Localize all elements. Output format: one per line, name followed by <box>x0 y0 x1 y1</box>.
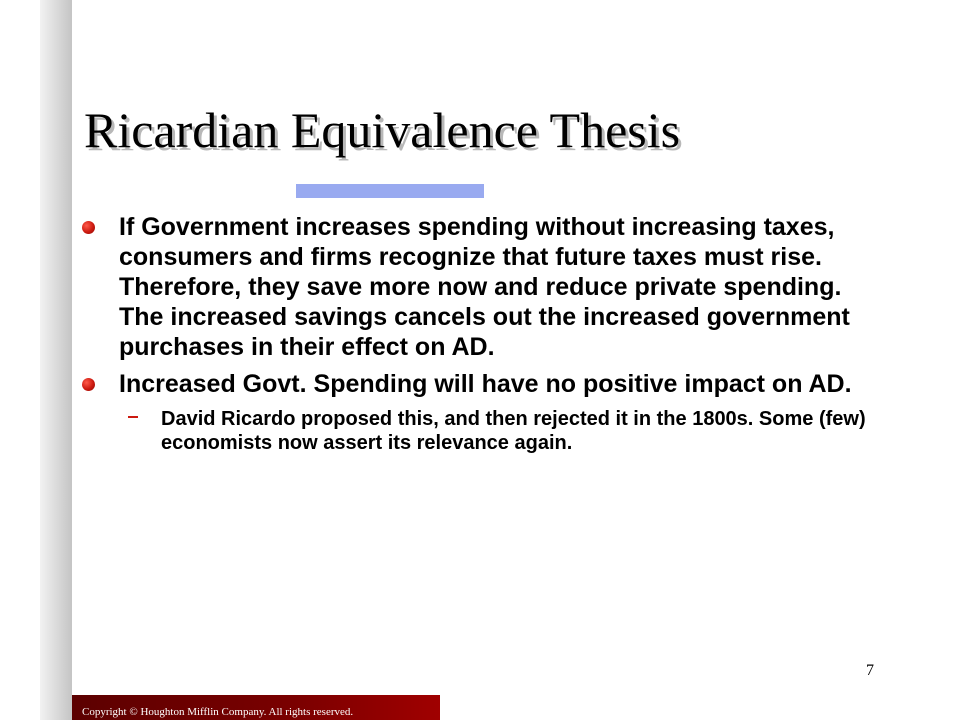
dash-bullet-icon <box>128 416 138 418</box>
bullet-item <box>82 369 882 455</box>
bullet-dot-icon <box>82 378 95 391</box>
bullet-text: If Government increases spending without increasing taxes, consumers and firms recognize that future taxes must rise. Therefore, they save more now and reduce private spending. The increased savings cancels out the increased government purchases in their effect on AD. <box>119 213 850 361</box>
bullet-list <box>82 212 882 462</box>
page-number: 7 <box>866 662 874 679</box>
sub-bullet-list <box>119 407 882 455</box>
bullet-dot-icon <box>82 221 95 234</box>
slide-title: Ricardian Equivalence Thesis <box>84 102 681 158</box>
sub-bullet-item <box>119 407 882 455</box>
left-decorative-band <box>40 0 72 720</box>
bullet-text: Increased Govt. Spending will have no positive impact on AD. <box>119 370 852 398</box>
sub-bullet-text: David Ricardo proposed this, and then rejected it in the 1800s. Some (few) economists now assert its relevance again. <box>161 408 866 454</box>
bullet-item <box>82 212 882 362</box>
footer-bar <box>72 695 440 720</box>
title-underline-bar <box>296 184 484 198</box>
copyright-text: Copyright © Houghton Mifflin Company. All rights reserved. <box>82 706 354 718</box>
